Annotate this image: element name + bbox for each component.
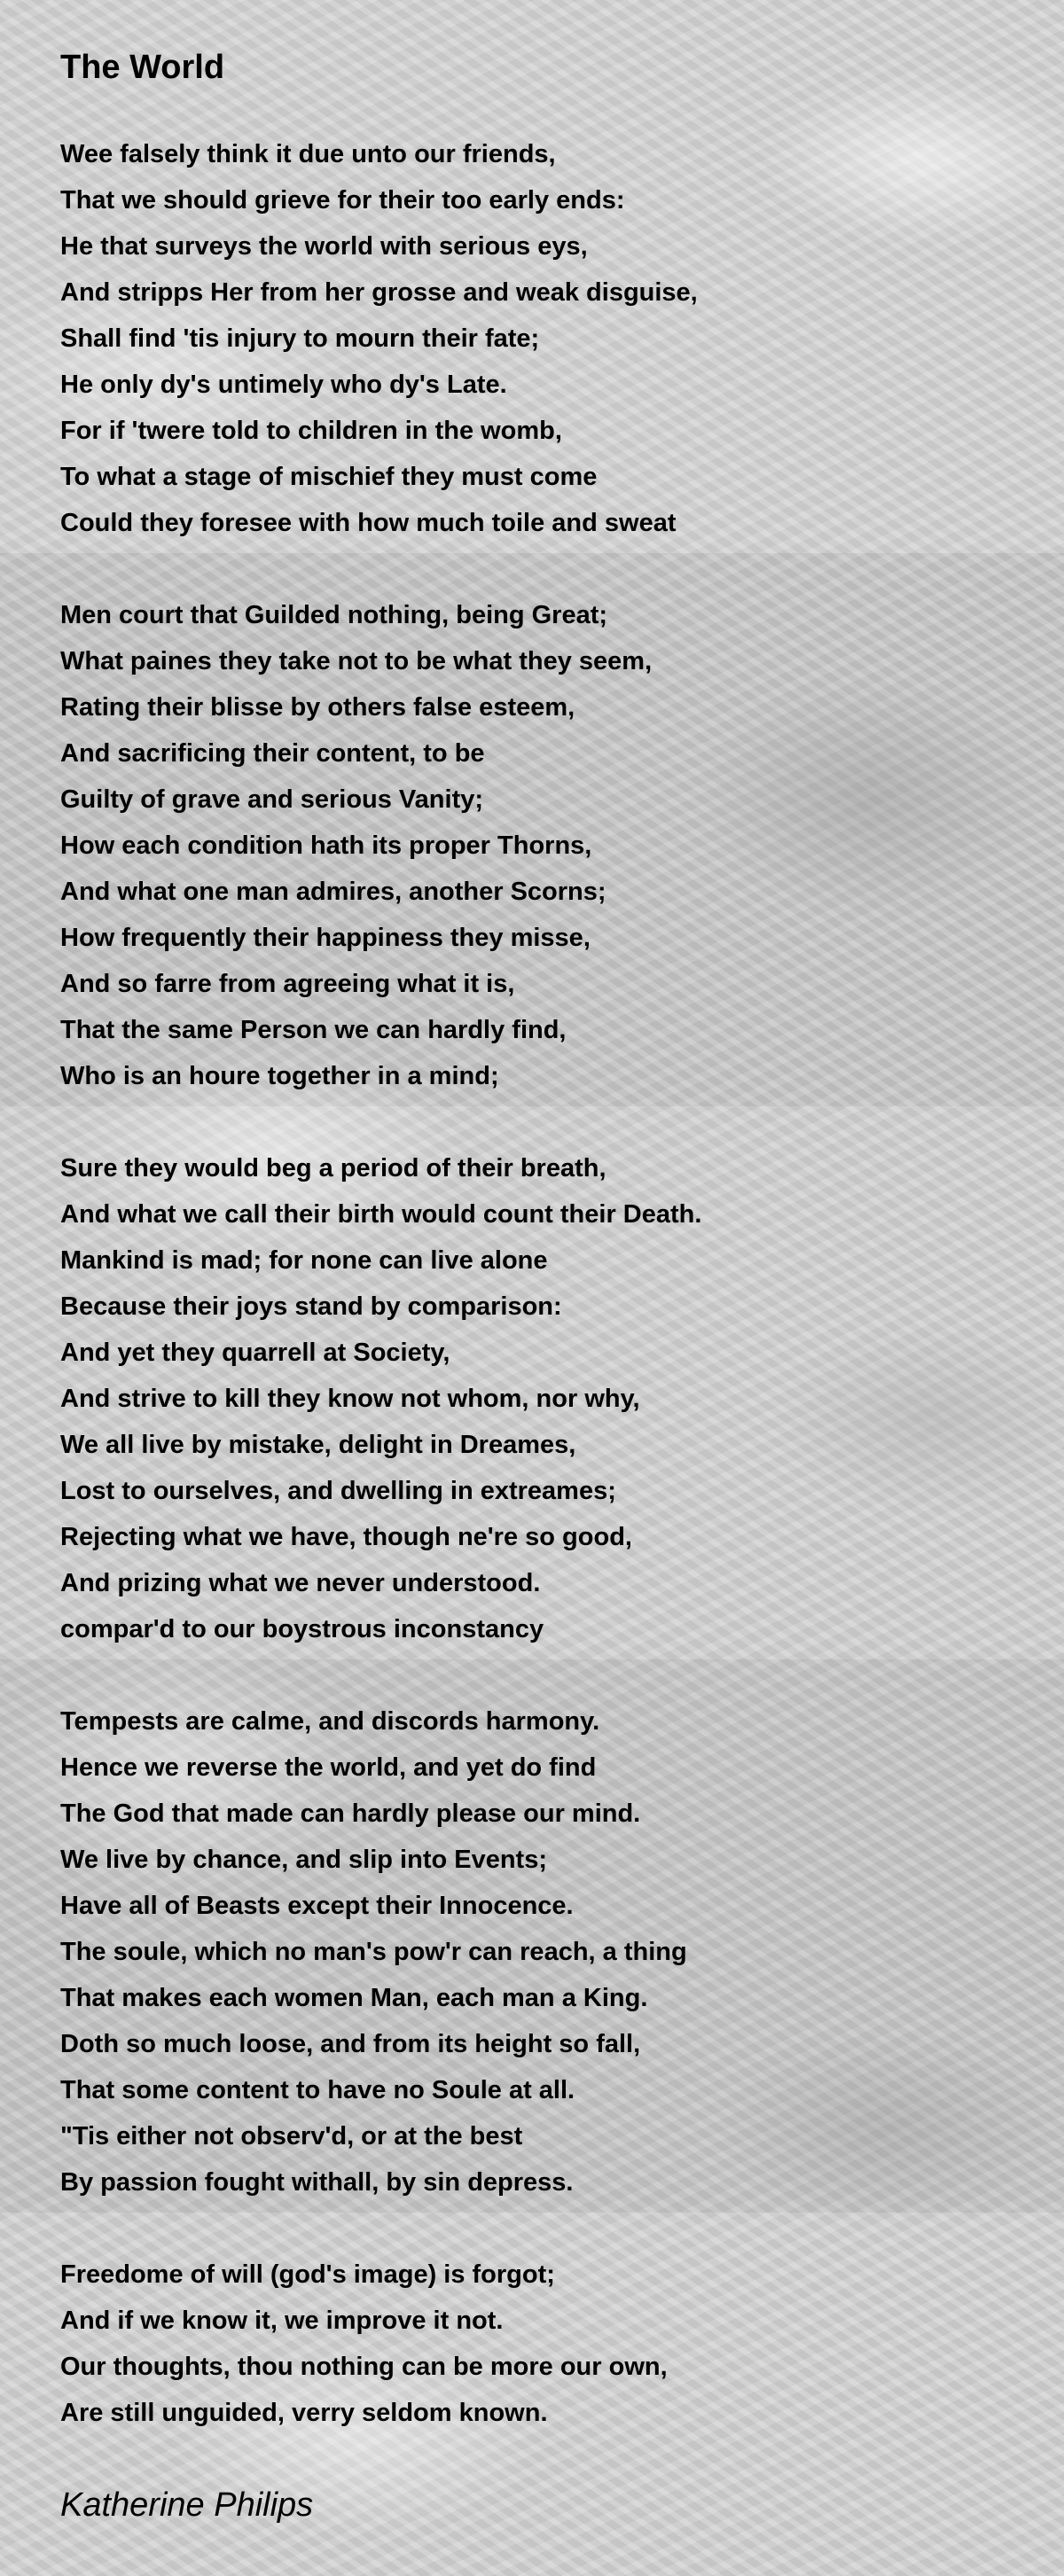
- poem-line: How frequently their happiness they misse,: [60, 924, 591, 952]
- poem-line: Wee falsely think it due unto our friends,: [60, 140, 556, 168]
- poem-line: By passion fought withall, by sin depress.: [60, 2168, 574, 2197]
- poem-line: Hence we reverse the world, and yet do find: [60, 1753, 597, 1782]
- poem-line: Because their joys stand by comparison:: [60, 1292, 562, 1321]
- stanza-3: [60, 1145, 1036, 1652]
- poem-line: And prizing what we never understood.: [60, 1569, 541, 1597]
- poem-line: Lost to ourselves, and dwelling in extreames;: [60, 1477, 616, 1505]
- poem-line: Rating their blisse by others false esteem,: [60, 693, 575, 722]
- poem-line: He that surveys the world with serious eys,: [60, 232, 588, 261]
- poem-line: Our thoughts, thou nothing can be more our own,: [60, 2353, 668, 2381]
- poem-line: What paines they take not to be what they seem,: [60, 647, 653, 675]
- poem-line: For if 'twere told to children in the womb,: [60, 417, 562, 445]
- stanza-5: [60, 2252, 1036, 2436]
- poem-line: Doth so much loose, and from its height so fall,: [60, 2030, 641, 2058]
- poem-line: That the same Person we can hardly find,: [60, 1016, 567, 1044]
- poem-line: That some content to have no Soule at all.: [60, 2076, 575, 2104]
- poem-line: That makes each women Man, each man a King.: [60, 1984, 648, 2012]
- poem-line: Men court that Guilded nothing, being Great;: [60, 601, 608, 629]
- poem-line: The soule, which no man's pow'r can reach, a thing: [60, 1938, 687, 1966]
- poem-line: And so farre from agreeing what it is,: [60, 970, 515, 998]
- poem-line: And strive to kill they know not whom, nor why,: [60, 1385, 640, 1413]
- poem-line: Rejecting what we have, though ne're so good,: [60, 1523, 632, 1551]
- poem-line: And what one man admires, another Scorns;: [60, 878, 606, 906]
- poem-line: Guilty of grave and serious Vanity;: [60, 785, 484, 814]
- poem-author: Katherine Philips: [60, 2486, 314, 2524]
- poem-line: And what we call their birth would count their Death.: [60, 1200, 702, 1229]
- poem-line: And sacrificing their content, to be: [60, 739, 485, 768]
- stanza-4: [60, 1698, 1036, 2205]
- poem-line: How each condition hath its proper Thorns,: [60, 831, 592, 860]
- poem-line: Could they foresee with how much toile and sweat: [60, 509, 677, 537]
- poem-line: He only dy's untimely who dy's Late.: [60, 371, 507, 399]
- poem-line: Shall find 'tis injury to mourn their fate;: [60, 324, 540, 353]
- poem-title: The World: [60, 49, 225, 86]
- poem-line: Mankind is mad; for none can live alone: [60, 1246, 548, 1275]
- poem-line: And if we know it, we improve it not.: [60, 2307, 504, 2335]
- poem-line: We all live by mistake, delight in Dreames,: [60, 1431, 576, 1459]
- poem-line: Who is an houre together in a mind;: [60, 1062, 499, 1090]
- poem-container: [60, 44, 1036, 2528]
- poem-line: Freedome of will (god's image) is forgot;: [60, 2260, 555, 2289]
- poem-line: Have all of Beasts except their Innocence.: [60, 1892, 574, 1920]
- poem-line: To what a stage of mischief they must come: [60, 463, 598, 491]
- poem-line: Sure they would beg a period of their breath,: [60, 1154, 606, 1183]
- poem-line: We live by chance, and slip into Events;: [60, 1846, 548, 1874]
- poem-line: And stripps Her from her grosse and weak disguise,: [60, 278, 698, 307]
- stanza-1: [60, 131, 1036, 546]
- poem-line: "Tis either not observ'd, or at the best: [60, 2122, 523, 2151]
- poem-line: And yet they quarrell at Society,: [60, 1339, 450, 1367]
- poem-line: That we should grieve for their too early ends:: [60, 186, 625, 215]
- poem-line: The God that made can hardly please our mind.: [60, 1799, 641, 1828]
- stanza-2: [60, 592, 1036, 1099]
- poem-line: compar'd to our boystrous inconstancy: [60, 1615, 544, 1643]
- poem-line: Tempests are calme, and discords harmony.: [60, 1707, 600, 1736]
- poem-line: Are still unguided, verry seldom known.: [60, 2399, 548, 2427]
